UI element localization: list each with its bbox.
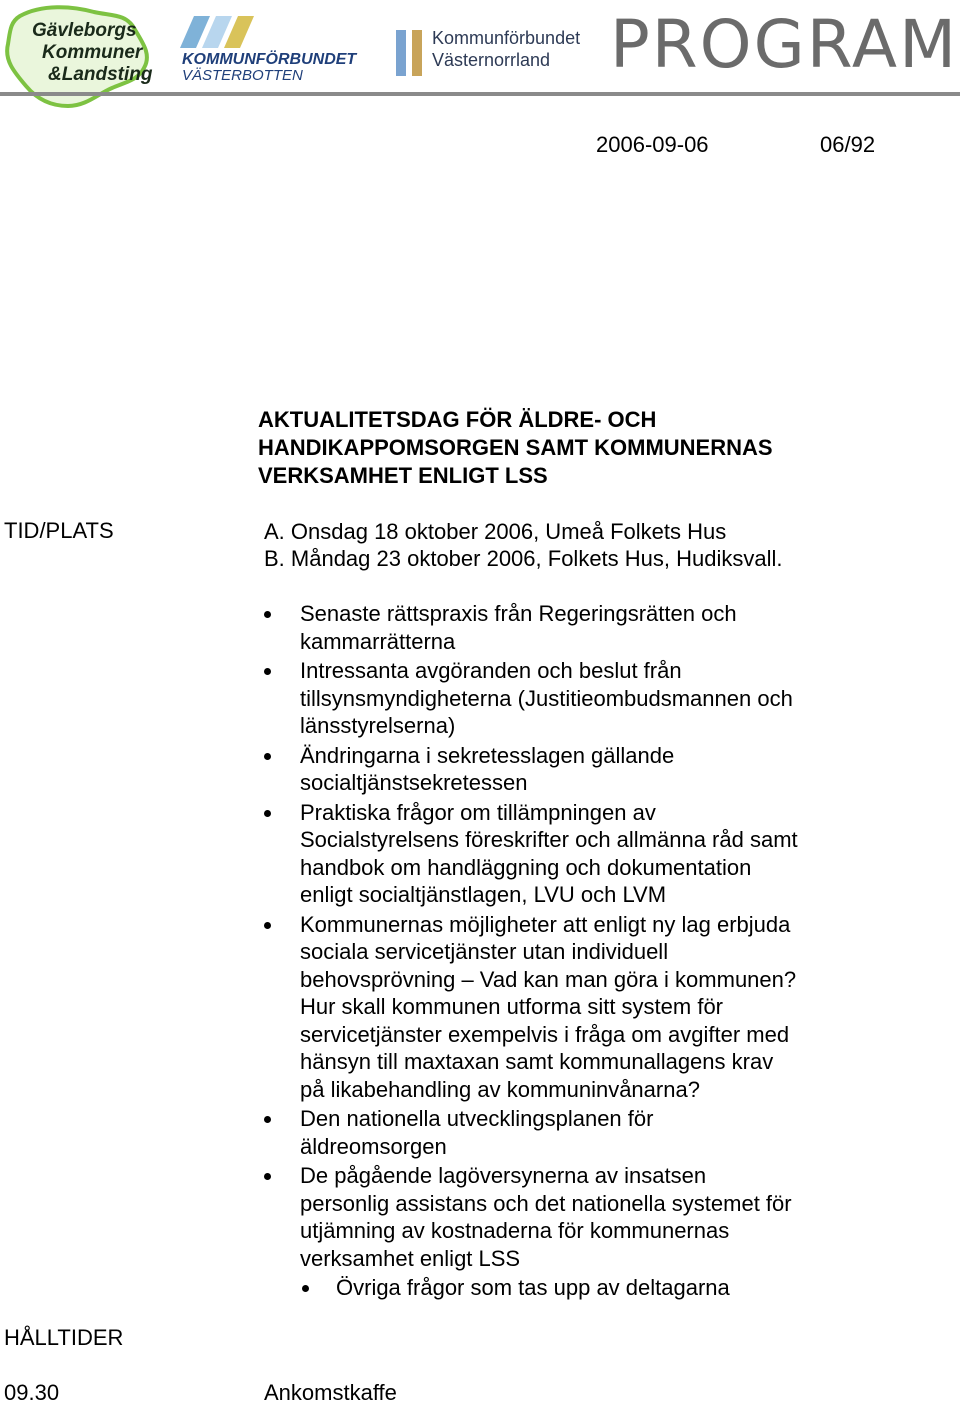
time-place-list: [264, 518, 783, 572]
document-date: 2006-09-06: [596, 132, 709, 157]
bullet-icon: [264, 1116, 271, 1123]
bullet-icon: [264, 1173, 271, 1180]
kommunforbundet-vasterbotten-logo: [180, 14, 370, 84]
program-title: PROGRAM: [610, 6, 959, 83]
topic-line: tillsynsmyndigheterna (Justitieombudsmannen och: [300, 685, 793, 711]
topic-line: De pågående lagöversynerna av insatsen: [300, 1163, 707, 1188]
time-place-item: A. Onsdag 18 oktober 2006, Umeå Folkets Hus: [264, 519, 727, 544]
topic-item: [0, 911, 860, 1104]
document-number: 06/92: [820, 132, 876, 157]
topic-item: [0, 657, 860, 740]
topic-line: på likabehandling av kommuninvånarna?: [300, 1076, 700, 1102]
topic-line: utjämning av kostnaderna för kommunernas: [300, 1218, 730, 1243]
topic-line: Övriga frågor som tas upp av deltagarna: [336, 1275, 730, 1300]
document-title: [258, 406, 858, 490]
logo-line-1: Gävleborgs: [32, 20, 137, 41]
topic-line: Hur skall kommunen utforma sitt system för: [300, 994, 724, 1019]
schedule-item-text: Ankomstkaffe: [264, 1380, 397, 1405]
topic-line: personlig assistans och det nationella systemet för: [300, 1190, 792, 1216]
bullet-icon: [264, 611, 271, 618]
topic-line: servicetjänster exempelvis i fråga om avgifter med: [300, 1021, 790, 1047]
topic-line: Kommunernas möjligheter att enligt ny lag erbjuda: [300, 911, 791, 937]
topic-line: Intressanta avgöranden och beslut från: [300, 658, 682, 683]
topic-line: Praktiska frågor om tillämpningen av: [300, 799, 656, 825]
bullet-icon: [264, 668, 271, 675]
time-place-item: B. Måndag 23 oktober 2006, Folkets Hus, Hudiksvall.: [264, 546, 783, 571]
topic-line: hänsyn till maxtaxan samt kommunallagens krav: [300, 1049, 774, 1074]
topic-item: [0, 600, 860, 655]
bullet-icon: [302, 1285, 309, 1292]
bullet-icon: [264, 810, 271, 817]
title-line: VERKSAMHET ENLIGT LSS: [258, 463, 548, 488]
topic-line: kammarrätterna: [300, 628, 456, 654]
title-line: AKTUALITETSDAG FÖR ÄLDRE- OCH: [258, 407, 657, 432]
topic-line: äldreomsorgen: [300, 1133, 447, 1159]
topic-line: socialtjänstsekretessen: [300, 770, 528, 795]
topic-line: länsstyrelserna): [300, 713, 456, 738]
topic-item: [0, 1105, 860, 1160]
schedule-label: HÅLLTIDER: [4, 1325, 124, 1350]
title-line: HANDIKAPPOMSORGEN SAMT KOMMUNERNAS: [258, 435, 773, 460]
logo-vb-line-2: VÄSTERBOTTEN: [182, 67, 303, 84]
topic-line: behovsprövning – Vad kan man göra i kommunen?: [300, 966, 797, 992]
topic-line: Den nationella utvecklingsplanen för: [300, 1106, 654, 1131]
logo-line-3: &Landsting: [48, 64, 153, 85]
kommunforbundet-vasternorrland-logo: [396, 22, 606, 82]
topic-line: Ändringarna i sekretesslagen gällande: [300, 742, 675, 768]
topic-line: verksamhet enligt LSS: [300, 1245, 521, 1271]
time-place-label: TID/PLATS: [4, 518, 114, 543]
topic-item: [0, 1274, 896, 1302]
schedule-time: 09.30: [4, 1380, 60, 1405]
topic-item: [0, 799, 860, 909]
logo-vn-line-2: Västernorrland: [432, 50, 551, 70]
topic-line: enligt socialtjänstlagen, LVU och LVM: [300, 882, 667, 907]
topic-line: handbok om handläggning och dokumentation: [300, 854, 752, 880]
page-header: [0, 0, 960, 112]
topic-item: [0, 1162, 860, 1272]
logo-vb-line-1: KOMMUNFÖRBUNDET: [182, 51, 357, 68]
topic-line: sociala servicetjänster utan individuell: [300, 939, 669, 964]
header-divider: [0, 92, 960, 96]
topic-list: [0, 600, 960, 1304]
bullet-icon: [264, 753, 271, 760]
topic-line: Senaste rättspraxis från Regeringsrätten och: [300, 601, 737, 626]
logo-vn-line-1: Kommunförbundet: [432, 28, 581, 48]
topic-line: Socialstyrelsens föreskrifter och allmänna råd samt: [300, 827, 798, 852]
logo-line-2: Kommuner: [42, 42, 143, 63]
bullet-icon: [264, 922, 271, 929]
topic-item: [0, 742, 860, 797]
